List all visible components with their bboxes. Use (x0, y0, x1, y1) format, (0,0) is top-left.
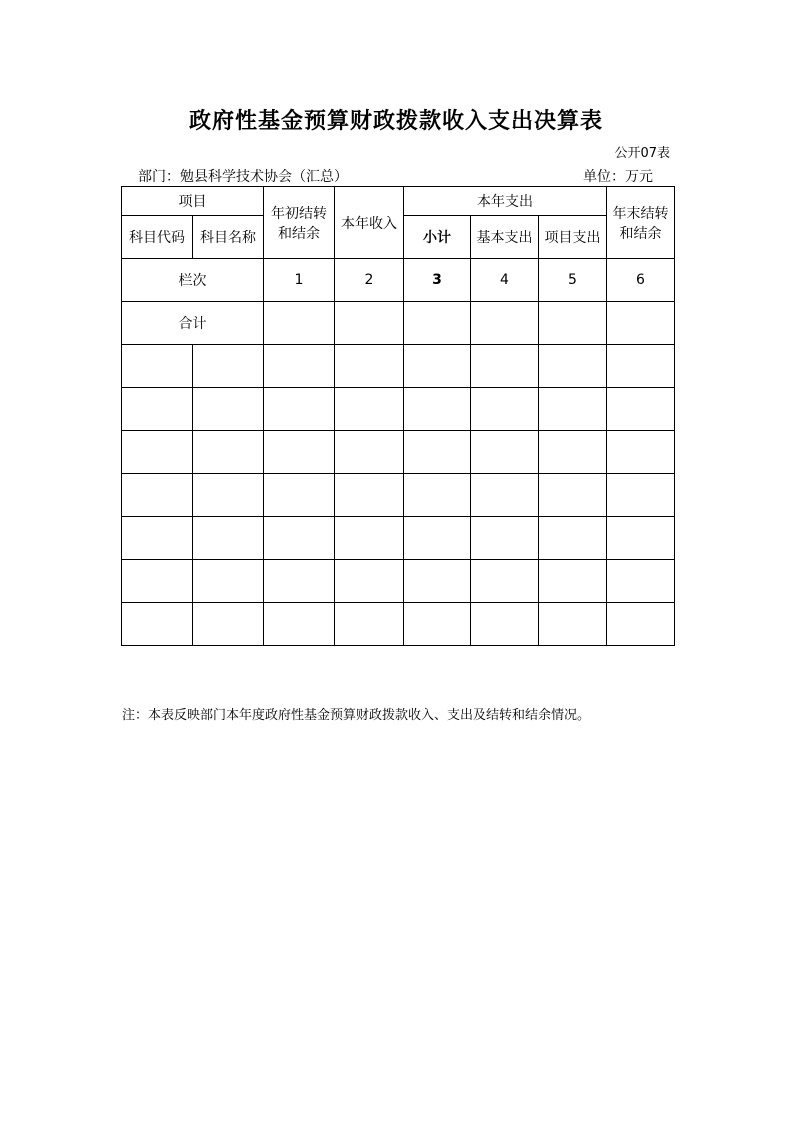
column-number-3: 3 (404, 259, 471, 302)
table-cell (539, 388, 607, 431)
table-row (122, 603, 675, 646)
header-project-expense: 项目支出 (539, 216, 607, 259)
column-number-6: 6 (607, 259, 675, 302)
table-cell (335, 345, 404, 388)
table-cell (122, 388, 193, 431)
table-cell (193, 474, 264, 517)
table-cell (539, 603, 607, 646)
table-cell (539, 517, 607, 560)
column-number-row (122, 259, 675, 302)
header-opening-balance (264, 187, 335, 259)
table-cell (264, 388, 335, 431)
table-cell (264, 431, 335, 474)
table-cell (404, 560, 471, 603)
table-cell (539, 302, 607, 345)
header-basic-expense: 基本支出 (471, 216, 539, 259)
table-cell (404, 517, 471, 560)
total-label: 合计 (122, 302, 264, 345)
table-cell (539, 560, 607, 603)
table-row (122, 517, 675, 560)
table-cell (335, 560, 404, 603)
table-cell (193, 345, 264, 388)
header-opening-balance-line2: 和结余 (278, 225, 320, 242)
table-cell (607, 431, 675, 474)
table-cell (264, 345, 335, 388)
table-cell (335, 474, 404, 517)
header-opening-balance-line1: 年初结转 (271, 205, 327, 222)
header-subtotal: 小计 (404, 216, 471, 259)
budget-table (121, 186, 675, 646)
table-cell (539, 431, 607, 474)
table-cell (122, 603, 193, 646)
table-cell (471, 345, 539, 388)
table-cell (264, 474, 335, 517)
table-cell (607, 388, 675, 431)
table-cell (607, 517, 675, 560)
table-cell (264, 517, 335, 560)
total-row (122, 302, 675, 345)
header-current-income: 本年收入 (335, 187, 404, 259)
table-cell (404, 345, 471, 388)
table-cell (335, 302, 404, 345)
department-label: 部门：勉县科学技术协会（汇总） (138, 169, 348, 185)
table-row (122, 560, 675, 603)
column-number-label: 栏次 (122, 259, 264, 302)
table-cell (404, 431, 471, 474)
header-project: 项目 (122, 187, 264, 216)
table-cell (471, 517, 539, 560)
table-cell (607, 302, 675, 345)
table-row (122, 431, 675, 474)
header-row-1 (122, 187, 675, 216)
form-code: 公开07表 (614, 146, 670, 161)
table-cell (122, 345, 193, 388)
table-cell (539, 474, 607, 517)
header-subject-code: 科目代码 (122, 216, 193, 259)
table-cell (471, 302, 539, 345)
table-cell (471, 560, 539, 603)
table-cell (335, 388, 404, 431)
table-cell (607, 474, 675, 517)
table-cell (193, 431, 264, 474)
table-row (122, 388, 675, 431)
table-cell (404, 388, 471, 431)
table-cell (335, 603, 404, 646)
header-subject-name: 科目名称 (193, 216, 264, 259)
table-cell (122, 517, 193, 560)
table-cell (607, 345, 675, 388)
table-cell (404, 474, 471, 517)
table-cell (193, 517, 264, 560)
table-cell (539, 345, 607, 388)
header-closing-balance (607, 187, 675, 259)
table-cell (404, 603, 471, 646)
table-cell (264, 560, 335, 603)
table-cell (122, 560, 193, 603)
header-current-expense: 本年支出 (404, 187, 607, 216)
table-cell (335, 517, 404, 560)
table-cell (471, 388, 539, 431)
table-note: 注：本表反映部门本年度政府性基金预算财政拨款收入、支出及结转和结余情况。 (122, 708, 591, 723)
table-cell (471, 431, 539, 474)
table-cell (471, 474, 539, 517)
unit-label: 单位：万元 (583, 169, 653, 185)
table-cell (193, 560, 264, 603)
table-cell (122, 474, 193, 517)
table-row (122, 345, 675, 388)
column-number-5: 5 (539, 259, 607, 302)
header-closing-balance-line1: 年末结转 (612, 205, 669, 222)
table-cell (607, 603, 675, 646)
table-cell (193, 603, 264, 646)
column-number-1: 1 (264, 259, 335, 302)
table-cell (122, 431, 193, 474)
column-number-2: 2 (335, 259, 404, 302)
header-closing-balance-line2: 和结余 (619, 225, 662, 242)
table-cell (264, 603, 335, 646)
column-number-4: 4 (471, 259, 539, 302)
page-title: 政府性基金预算财政拨款收入支出决算表 (188, 109, 603, 134)
table-cell (471, 603, 539, 646)
table-cell (264, 302, 335, 345)
table-cell (404, 302, 471, 345)
table-row (122, 474, 675, 517)
table-cell (193, 388, 264, 431)
table-cell (335, 431, 404, 474)
table-cell (607, 560, 675, 603)
